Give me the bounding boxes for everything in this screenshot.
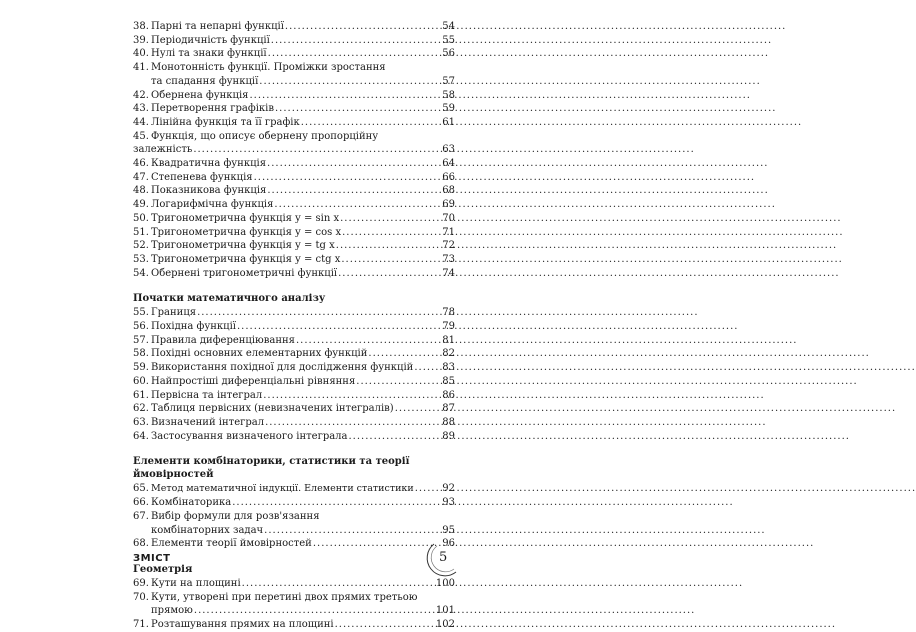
- entry-number: 66.: [133, 497, 149, 509]
- entry-number: 46.: [133, 158, 149, 170]
- dot-leader: [197, 306, 441, 320]
- entry-page: 74: [442, 267, 455, 279]
- entry-number: 60.: [133, 375, 149, 387]
- entry-title: Розташування прямих на площині: [151, 619, 334, 631]
- entry-page: 72: [442, 240, 455, 252]
- entry-title: Первісна та інтеграл: [151, 389, 263, 401]
- entry-title: Вибір формули для розв'язання: [151, 510, 320, 522]
- entry-title: Тригонометрична функція y = tg x: [151, 240, 335, 252]
- entry-title: Застосування визначеного інтеграла: [151, 430, 348, 442]
- entry-title: Визначений інтеграл: [151, 416, 265, 428]
- entry-number: 61.: [133, 389, 149, 401]
- toc-entry[interactable]: [133, 253, 455, 267]
- entry-page: 63: [442, 144, 455, 156]
- entry-number: 59.: [133, 362, 149, 374]
- entry-title: Таблиця первісних (невизначених інтегралів): [151, 403, 394, 415]
- toc-entry[interactable]: [133, 102, 455, 116]
- dot-leader: [271, 34, 442, 48]
- toc-entry[interactable]: [133, 510, 455, 537]
- entry-title: Елементи теорії ймовірностей: [151, 538, 312, 550]
- toc-entry[interactable]: [133, 618, 455, 632]
- toc-entry[interactable]: [133, 482, 455, 496]
- entry-page: 92: [442, 483, 455, 495]
- dot-leader: [242, 577, 435, 591]
- toc-entry[interactable]: [133, 239, 455, 253]
- entry-number: 71.: [133, 619, 149, 631]
- toc-entry[interactable]: [133, 212, 455, 226]
- entry-page: 83: [442, 362, 455, 374]
- entry-number: 55.: [133, 307, 149, 319]
- entry-number: 53.: [133, 253, 149, 265]
- toc-entry[interactable]: [133, 89, 455, 103]
- dot-leader: [267, 157, 441, 171]
- toc-entry[interactable]: [133, 402, 455, 416]
- entry-number: 52.: [133, 240, 149, 252]
- entry-page: 78: [442, 307, 455, 319]
- toc-entry[interactable]: [133, 347, 455, 361]
- toc-entry[interactable]: [133, 267, 455, 281]
- dot-leader: [341, 253, 441, 267]
- section-heading-geometry: Геометрія: [133, 563, 193, 575]
- toc-entry[interactable]: [133, 157, 455, 171]
- dot-leader: [349, 430, 442, 444]
- entry-number: 49.: [133, 199, 149, 211]
- entry-page: 55: [442, 34, 455, 46]
- entry-title: Використання похідної для дослідження функцій: [151, 362, 414, 374]
- entry-page: 58: [442, 89, 455, 101]
- entry-title: Кути, утворені при перетині двох прямих третьою: [151, 591, 418, 603]
- entry-number: 56.: [133, 321, 149, 333]
- toc-entry[interactable]: [133, 198, 455, 212]
- entry-title-continued: та спадання функції: [151, 75, 259, 87]
- entry-page: 57: [442, 75, 455, 87]
- dot-leader: [342, 226, 441, 240]
- entry-page: 59: [442, 103, 455, 115]
- toc-entry[interactable]: [133, 334, 455, 348]
- dot-leader: [356, 375, 441, 389]
- entry-title: Обернена функція: [151, 89, 249, 101]
- dot-leader: [259, 75, 441, 89]
- entry-number: 40.: [133, 48, 149, 60]
- entry-page: 79: [442, 321, 455, 333]
- entry-page: 82: [442, 348, 455, 360]
- entry-page: 93: [442, 497, 455, 509]
- toc-entry[interactable]: [133, 130, 455, 157]
- dot-leader: [338, 267, 441, 281]
- entry-page: 73: [442, 253, 455, 265]
- entry-title: Метод математичної індукції. Елементи статистики: [151, 483, 414, 495]
- entry-title: Кути на площині: [151, 577, 241, 589]
- entry-number: 64.: [133, 430, 149, 442]
- dot-leader: [296, 334, 441, 348]
- section-heading-combinatorics: Елементи комбінаторики, статистики та теорії ймовірностей: [133, 456, 410, 481]
- entry-number: 39.: [133, 34, 149, 46]
- entry-title: Показникова функція: [151, 185, 267, 197]
- toc-entry[interactable]: [133, 61, 455, 88]
- entry-number: 67.: [133, 510, 149, 522]
- entry-title: Обернені тригонометричні функції: [151, 267, 338, 279]
- entry-title: Границя: [151, 307, 197, 319]
- entry-number: 68.: [133, 538, 149, 550]
- entry-page: 69: [442, 199, 455, 211]
- dot-leader: [250, 89, 442, 103]
- entry-page: 101: [435, 605, 455, 617]
- entry-page: 89: [442, 430, 455, 442]
- toc-entry[interactable]: [133, 496, 455, 510]
- entry-title: Періодичність функції: [151, 34, 270, 46]
- dot-leader: [265, 416, 441, 430]
- entry-number: 45.: [133, 130, 149, 142]
- toc-entry[interactable]: [133, 361, 455, 375]
- entry-page: 64: [442, 158, 455, 170]
- entry-title-continued: комбінаторних задач: [151, 524, 264, 536]
- entry-title: Функція, що описує обернену пропорційну: [151, 130, 379, 142]
- entry-title: Перетворення графіків: [151, 103, 274, 115]
- toc-entry[interactable]: [133, 306, 455, 320]
- entry-page: 95: [442, 524, 455, 536]
- toc-entry[interactable]: [133, 537, 455, 551]
- dot-leader: [232, 496, 441, 510]
- entry-page: 66: [442, 171, 455, 183]
- entry-title: Тригонометрична функція y = cos x: [151, 226, 342, 238]
- entry-page: 70: [442, 212, 455, 224]
- entry-page: 56: [442, 48, 455, 60]
- toc-entry[interactable]: [133, 320, 455, 334]
- entry-title: Лінійна функція та її графік: [151, 116, 300, 128]
- entry-title: Правила диференціювання: [151, 334, 295, 346]
- entry-title: Парні та непарні функції: [151, 21, 284, 32]
- dot-leader: [268, 47, 442, 61]
- entry-number: 69.: [133, 577, 149, 589]
- entry-title: Тригонометрична функція y = ctg x: [151, 253, 341, 265]
- dot-leader: [237, 320, 441, 334]
- entry-number: 43.: [133, 103, 149, 115]
- dot-leader: [193, 143, 441, 157]
- dot-leader: [263, 389, 441, 403]
- toc-entry[interactable]: [133, 577, 455, 591]
- entry-number: 51.: [133, 226, 149, 238]
- entry-title: Комбінаторика: [151, 497, 232, 509]
- entry-page: 100: [435, 577, 455, 589]
- entry-number: 65.: [133, 483, 149, 495]
- toc-entry[interactable]: [133, 34, 455, 48]
- entry-number: 41.: [133, 62, 149, 74]
- entry-number: 47.: [133, 171, 149, 183]
- dot-leader: [285, 20, 441, 34]
- entry-page: 85: [442, 375, 455, 387]
- entry-page: 102: [435, 619, 455, 631]
- entry-title-continued: прямою: [151, 605, 193, 617]
- entry-title: Нулі та знаки функції: [151, 48, 267, 60]
- toc-entry[interactable]: [133, 116, 455, 130]
- dot-leader: [267, 184, 441, 198]
- entry-page: 81: [442, 334, 455, 346]
- toc-entry[interactable]: [133, 47, 455, 61]
- entry-page: 68: [442, 185, 455, 197]
- entry-number: 44.: [133, 116, 149, 128]
- entry-page: 96: [442, 538, 455, 550]
- entry-title: Найпростіші диференціальні рівняння: [151, 375, 356, 387]
- entry-title: Степенева функція: [151, 171, 253, 183]
- toc-entry[interactable]: [133, 389, 455, 403]
- dot-leader: [335, 618, 435, 632]
- entry-number: 63.: [133, 416, 149, 428]
- dot-leader: [194, 604, 435, 618]
- dot-leader: [254, 171, 442, 185]
- toc-entry[interactable]: [133, 171, 455, 185]
- toc-entry[interactable]: [133, 226, 455, 240]
- footer-section-label: ЗМІСТ: [133, 553, 171, 564]
- entry-title-continued: залежність: [133, 144, 193, 156]
- toc-entry[interactable]: [133, 430, 455, 444]
- entry-number: 50.: [133, 212, 149, 224]
- entry-page: 71: [442, 226, 455, 238]
- dot-leader: [274, 198, 441, 212]
- dot-leader: [313, 537, 441, 551]
- toc-entry[interactable]: [133, 20, 455, 34]
- entry-title: Тригонометрична функція y = sin x: [151, 212, 340, 224]
- section-heading-analysis: Початки математичного аналізу: [133, 293, 326, 305]
- page-number: 5: [439, 550, 448, 565]
- entry-page: 86: [442, 389, 455, 401]
- entry-page: 54: [442, 21, 455, 32]
- dot-leader: [395, 402, 442, 416]
- entry-number: 62.: [133, 403, 149, 415]
- entry-title: Монотонність функції. Проміжки зростання: [151, 62, 386, 74]
- dot-leader: [264, 524, 441, 538]
- dot-leader: [336, 239, 442, 253]
- entry-title: Логарифмічна функція: [151, 199, 274, 211]
- entry-title: Похідна функції: [151, 321, 236, 333]
- toc-entry[interactable]: [133, 375, 455, 389]
- dot-leader: [301, 116, 442, 130]
- table-of-contents: [133, 20, 455, 632]
- toc-entry[interactable]: [133, 416, 455, 430]
- toc-entry[interactable]: [133, 184, 455, 198]
- toc-entry[interactable]: [133, 591, 455, 618]
- entry-number: 38.: [133, 21, 149, 32]
- entry-title: Квадратична функція: [151, 158, 267, 170]
- entry-number: 58.: [133, 348, 149, 360]
- entry-number: 57.: [133, 334, 149, 346]
- dot-leader: [415, 482, 442, 496]
- entry-page: 87: [442, 403, 455, 415]
- entry-page: 61: [442, 116, 455, 128]
- entry-number: 54.: [133, 267, 149, 279]
- dot-leader: [275, 102, 441, 116]
- dot-leader: [340, 212, 441, 226]
- entry-number: 48.: [133, 185, 149, 197]
- dot-leader: [368, 347, 441, 361]
- entry-number: 70.: [133, 591, 149, 603]
- entry-page: 88: [442, 416, 455, 428]
- entry-title: Похідні основних елементарних функцій: [151, 348, 368, 360]
- dot-leader: [414, 361, 441, 375]
- footer-page-number: [426, 538, 462, 578]
- entry-number: 42.: [133, 89, 149, 101]
